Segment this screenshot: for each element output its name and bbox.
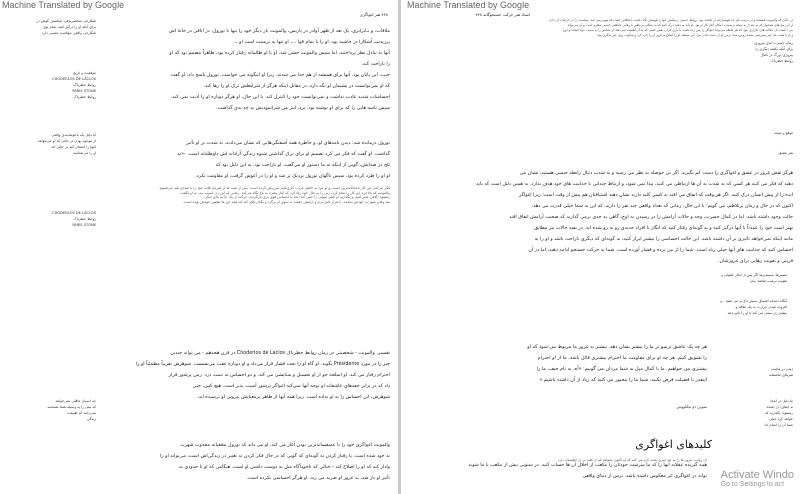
sidebar-line: افزوده شدن حرارت به یک علاقه و	[735, 305, 787, 309]
text-line: فریبی و تقویت رهایی برای غرورشان.	[718, 259, 793, 264]
watermark-subtitle: Go to Settings to act	[720, 481, 785, 488]
sidebar-note	[4, 210, 96, 228]
sidebar-line: برای آنکه او را درگیر کنند، تمام نوع	[43, 25, 96, 29]
text-line: گذاشت. او گفت که فکر می کرد تصمیم او برای ترک گذاشتن شیوه زندگی آزادانه اش داوطلبانه است. -«نه	[177, 152, 390, 157]
text-line: تلخ در صدایش، گویی از اینکه به ما دستور او می‌گفت. او ناراحت بود. به این دلیل بود که	[215, 163, 390, 168]
text-line: که او نمی‌توانست در پشیمان او نگه دارد، در مقابل اینکه هرگز از شرایطش ترک او را رها کند.	[203, 84, 390, 89]
page-header: Machine Translated by Google	[407, 0, 530, 10]
text-line: تواند در اغواگری اثر معکوس داشته باشد. ترس از دنیای واقعی	[582, 474, 707, 479]
text-line: دهید که فکر می کنید هر کسی که به شدت به آن ها ارتباطی می کنید، پیدا نمی شود، و ارتباط چندانی با جذابیت های خود هدف ندارد. به همین دلیل است که باید	[476, 182, 793, 187]
sidebar-line: روابط خطرناک	[770, 59, 793, 63]
text-line: تفسیر. والمونت - شخصیتی در رمان روابط خطرناک Choderlos de Laclos در قرن هجدهم - می تواند چندین	[170, 351, 390, 356]
sidebar-line: شکارچی واقعی موقعیت عجیبی دارد	[41, 31, 96, 35]
text-line: والمونت اغواگری خود را با عمیقسانه‌ترین بودن آغاز می کند. او می داند که تورول مخفیانه مجذوب شهرت	[180, 443, 390, 448]
text-line: احترام رفتار می کند. او اسلحه جو از او تحسیل و ستایشی می کند. و دو احساس ته نتمت درد. زمن پرشور قرار	[168, 373, 390, 378]
sidebar-line: هنر عشق	[778, 151, 793, 155]
sidebar-note	[701, 272, 787, 284]
sidebar-note	[701, 150, 793, 156]
text-line: را ناراحت کند.	[361, 62, 390, 67]
page-header: Machine Translated by Google	[2, 0, 125, 10]
text-line: پرزیدنت آشکارا در حاشیه بود. او را با تمام قوا ...، او تنها به ترمینت است او ...	[233, 40, 390, 45]
text-line: اینقدر با فضیلت فرض نکنید، شما ما را مجبور می کنید که زیاد از آن داشته باشیم.»	[539, 377, 707, 383]
sidebar-line: مسیرها: مستدیرها اگر پس از انکار عقولی و	[721, 273, 787, 277]
sidebar-line: موقعیت و تاریخ	[72, 71, 96, 75]
sidebar-note	[701, 298, 787, 316]
text-line: ایده را از پیش انسان درک کنید. اگر هر وقت که اتفاق می افتد به کسی کلید دارید نشان دهید اشتیاقتان هم پیش از وقت است؛ زیرا اغواگر	[518, 193, 793, 198]
text-line: بهتر است خود را عمدتاً با آنها درگیر کنید و به گونه‌ای رفتار کنید که انگار با افراد جدیدی رو به رو شده اید. در بقیه حالات نیز مطابق	[534, 226, 793, 231]
page-subheader: اسناد هنر حرکت جستجوگانه ۴۴۸	[475, 12, 530, 17]
section-title: کلیدهای اغواگری	[635, 438, 712, 451]
sidebar-note	[4, 18, 96, 36]
epigraph-quote	[407, 342, 707, 386]
sidebar-note	[707, 398, 793, 428]
sidebar-line: تقویت ترغیب تقاضا، بیان	[749, 279, 787, 283]
sidebar-line: شما آن را انجام داد	[764, 423, 793, 427]
page-subheader: ۴۴۸ هنر اغواگری	[359, 12, 388, 17]
sidebar-line: نمی‌دانید که طبیعت	[67, 411, 96, 415]
text-line: ملاقات، و نـابرابری، یک بعد از ظهر آوادر در پاریس، والمونت بار دیگر خود را تنها با تورول، در اتاقی در خانهٔ اش	[168, 29, 390, 34]
text-line: می دانست آن حکایت‌های تکراری نبود که هر لحظه می‌تواند اغواگر را پس زده باشد. با بازی کردن نقش کسی که به آن اهمیت نمی‌دهد، او شخص را به سمت خود کشاند و اورا	[562, 28, 793, 32]
windows-activation-watermark	[721, 469, 794, 488]
overlaid-text	[62, 186, 390, 204]
right-page	[401, 0, 800, 494]
text-block-commentary	[108, 348, 390, 403]
sidebar-line: CHODERLOS DE LACLOS	[52, 211, 96, 215]
text-line: مانند اینکه نمی‌خواهد تاثیری بر آن داشته باشد. این حالت احساسی را بیشتر ابراز کنید، به گونه‌ای که دیگری ناراحت باشد و او را به	[534, 237, 793, 242]
quote-attribution: سوین دو تیکلووس	[676, 404, 707, 409]
text-block-top	[407, 18, 793, 38]
text-line: والمونت که بالاخره این کار را تمام کرد، زنی را به حال خود رها کرد که کنار پنجره به باغ نگاه می‌کند. زمانی که این زن آسیب دید، به او نگفت.	[179, 190, 390, 195]
sidebar-line: موقع و نتیجه	[774, 131, 793, 135]
text-line: هر چه یک عاشق ترسو تر ما را بیشتر نشان دهد، بیشتر به غرور ما مربوط می شود که او	[527, 344, 707, 350]
sidebar-line: رمان حسرت ابدی پیروزی	[754, 41, 793, 45]
text-block-top	[108, 26, 390, 114]
text-line: همه گیرنده عقلانه آنها را که ما سرشت خودتان را مکعب از اخلال آن ها حساب کنید. در ستونی بیش از مکعب با ما شوند	[468, 463, 707, 468]
sidebar-line: روابط خطرناک	[73, 217, 96, 221]
sidebar-line: او را می‌شناسد	[73, 151, 96, 155]
text-line: فکر می‌کنی این کار ناعادلانه‌ترین است، و او مرا به خاطر خراب کاری‌هایم سرزنش کرده است. پس از شب ها از ضربان قلب خود را با صدای بلند می‌شنوم.	[158, 186, 390, 190]
text-line: او او را طرد کرده بود. سپس ناگهان تورول نزدیک تر شد و او را در آغوش گرفت. او مقاومت نکرد.	[195, 174, 390, 179]
text-block-bottom	[407, 460, 707, 482]
sidebar-line: شکارچی منحصربه‌فرد شکستن گوش در	[36, 19, 96, 23]
sidebar-line: به اتفاق، در امتداد	[765, 405, 793, 409]
sidebar-line: روابط خطرناک	[73, 83, 96, 87]
sidebar-line: دیدن در ماهیت	[770, 367, 793, 371]
sidebar-note	[701, 40, 793, 64]
text-line: اکنون که در حال و زمان پرتلاطم، می گویم: با این حال، زمانی که تعداد واقعی چند نفر را دارید، که این به شما خیلی قدرت می دهد.	[531, 204, 793, 209]
watermark-title: Activate Windo	[720, 469, 794, 481]
text-line: داد که در برابر حقه‌های عاشقانه او توجه آنها نمی‌کند اغواگر پرشور آسیب پذیر است. هیچ کس، حتی	[192, 384, 390, 389]
text-line: آنها به تبادل نظر پرداختند، اما سپس والمونت خشن شد. او با او طالمانه رفتار کرده بود، ظاهراً مصمم بود که او	[169, 51, 390, 56]
sidebar-line: برای آنکه بکشد دیگری را	[755, 47, 793, 51]
text-line: تورول درمانده شد: دیدن نامه‌های او، و خاطره همه آشفتگی‌هایی که نشان می‌دادند، به شدت بر او تأثیر	[186, 141, 390, 146]
sidebar-line: PARIS STONE	[72, 223, 96, 227]
left-page	[0, 0, 398, 494]
sidebar-line: آنگاه دغدغه اشتیاق بسیار داغ تر می شود - و	[720, 299, 787, 303]
sidebar-line: رهنمود: بگذارید که	[765, 411, 793, 415]
text-line: را تشویق کنیم. هر چه او برای مقاومت ما احترام بیشتری قائل باشد، ما از او احترام	[537, 355, 707, 361]
sidebar-line: پیروزی بزرگ در کمال	[760, 53, 793, 57]
sidebar-line: آیا دلیل یک ناخوشایندی واقعی	[51, 133, 96, 137]
sidebar-line: هنرهای عاشقانه	[769, 373, 793, 377]
sidebar-note	[701, 130, 793, 136]
text-line: احساس کنید که جذابیت های آنها خیلی زیاد است. شما را از بین برده و فشار آورده است. شما به حرکت جستجو ادامه دهید، اما در آن	[528, 248, 793, 253]
sidebar-line: روابط خطرناک	[73, 95, 96, 99]
sidebar-line: PARIS STONE	[72, 89, 96, 93]
text-line: شوهرش، این احساس را به او نداده است. زیرا همه آنها از ظاهر پرمعنایش بیرونی او ترسیده اند.	[197, 395, 390, 400]
sidebar-note	[4, 132, 96, 156]
sidebar-note	[4, 398, 96, 422]
sidebar-line: از موجود بودن در حالی که او می‌خواهد	[37, 139, 96, 143]
text-line: و او با همت یک چیز پیش‌بینی نشده روبرو شد: ترس او از دست دادن مرا. این مسئله او را اصلاح و غرور او را خرد کرد و سکوت روی چیز دیگری بود.	[596, 33, 793, 37]
text-block-upper	[407, 168, 793, 267]
sidebar-line: بیشتر زن سعی می کند تا او را تاثیر دهد	[727, 311, 787, 315]
text-line: تأثیر او باز شد، به غرور او ضربه می زند. او هرگز احساسی نکرده است.	[246, 476, 390, 481]
text-line: بیشتری می خواهیم. ما با کمال میل به شما مردان می گوییم: «آه، به نام حیف، ما را	[536, 366, 707, 372]
text-block-middle	[108, 138, 390, 182]
text-line: هرگز نقش غرور در عشق و اغواگری را دست کم نگیرید. اگر بی حوصله به نظر می رسید و به شدت دنبال رابطه جنسی هستید، نشان می	[519, 171, 793, 176]
text-line: حیب، این پایان بود. آنها برای همیشه از هم جدا می شدند. زیرا او اینگونه می خواست. تورول پاسخ داد: او گفت	[170, 73, 390, 78]
sidebar-line: ما دلیل در اینجا	[770, 399, 793, 403]
text-line: رهنمود: گاهی صبر کنید، و بگذارید او کمی تنهایی را حس کند؛ بعد با احساس قوی تری بازگردید. حرکت از یک جا به جای دیگر.	[204, 195, 390, 199]
text-block-bottom	[108, 440, 390, 484]
text-line: چیز را در مورد Présidente بگوید. او گاه او را تحت فشار قرار می‌داد و او دوباره عقب می‌نشست. شوهرش تقریباً مطمئناً او را	[135, 362, 390, 367]
text-line: وادار کند که او را اصلاح کند - خیالی که ناخودآگاه میل به دوست داشتن او است. هنگامی که او تا حدودی به	[179, 465, 390, 470]
sidebar-line: که بینی را به وسیله شما بشناسد	[47, 405, 96, 409]
sidebar-line: چه انسانِ عاقلی نمی‌خواهد	[55, 399, 96, 403]
overlay-line: آن روایت غرور ما را به چه چیزی بحث کرد می کند که او اکنون بخواهد که از غلبه بر آن اطمینان دارد	[557, 458, 707, 462]
sidebar-line: زندگی	[86, 417, 96, 421]
overlaid-text	[407, 458, 707, 463]
text-line: حالت وجود داشته باشد. اما در کمال حسرت، وجد و حالات آرامش را در رسیدن به اوج، گاهی به حدی برمی گذارید که صحبت آرامش اتفاق افتد	[509, 215, 793, 220]
sidebar-note	[4, 70, 96, 100]
sidebar-line: CHODERLOS DE LACLOS	[52, 77, 96, 81]
text-line: احساسات شدید عادت نداشت و نمی‌توانست خود را کنترل کند. با این حال، او هرگز دوباره او را اذیت نمی کند.	[170, 95, 390, 100]
sidebar-line: اغوا را امتحان کند در حالی که	[51, 145, 96, 149]
text-line: بد خود شده است. با رفتار کردن به گونه‌ای که گویی که در حال فکر کردن به تغییر در زندگی‌اش است، می‌تواند او را	[159, 454, 390, 459]
text-line: بعد وقتی هنوز به خودش نیامده، با هزار دلیل نرم و آرامش دهنده به سوی او برگرد و بگذار فکر کند که همه این ها تقصیر خودش بوده است.	[182, 199, 390, 204]
text-line: در حالی که والمونت همیشه و در ترتیب، هر چه هوشیارانه تر بکشد، بود. روابط جنسی زن‌هایش آنها را هوشیار نگه داشت. اتفاقاتی است که مهم‌ترینی شد. سیاست را در جزئیات آن دادن	[548, 18, 793, 22]
text-line: از این میل‌های همجوار که به بعد از به نتیجه نرسیدن، امکان آغاز کار او بود. او باید به دقت درک کنید که به شکلی بی‌نظیر با رهایی عاطفی جنسی مقاوم است و آن می‌تواند	[567, 23, 793, 27]
text-line: سپس ناسه هایی را که برای او نوشته بود، برد، ایبر می شرانمودنش به چه بدی گذاشت.	[216, 106, 390, 111]
sidebar-note	[707, 366, 793, 378]
sidebar-line: خواهد کرد خیلی	[769, 417, 793, 421]
